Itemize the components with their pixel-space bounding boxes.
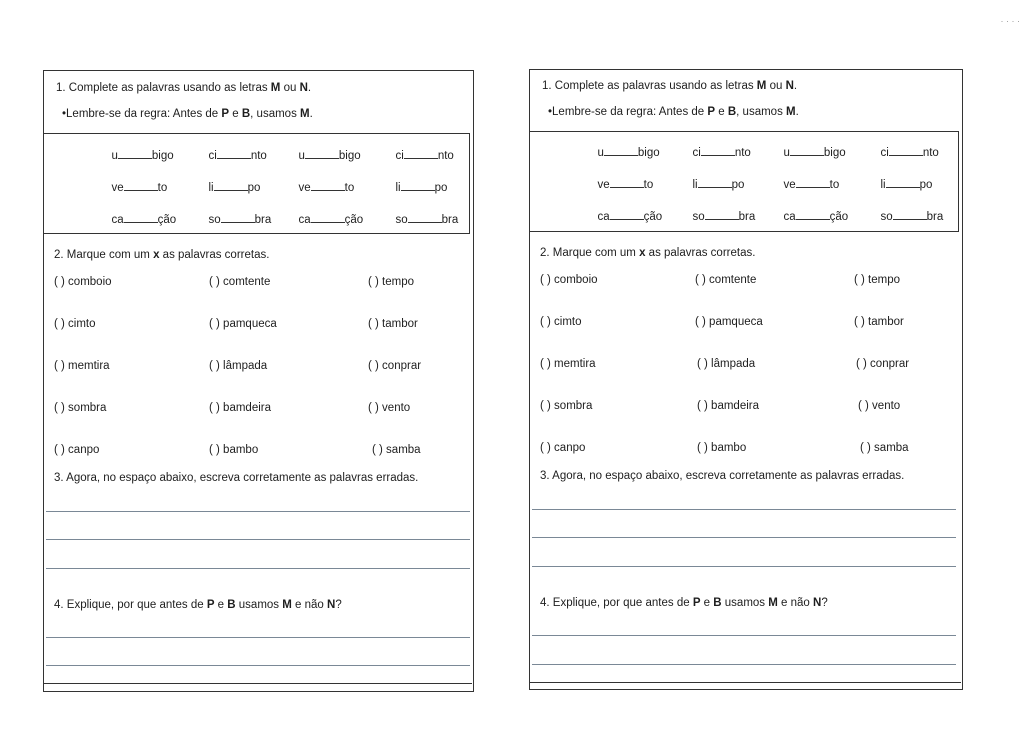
checkbox-item[interactable]: ( ) tempo <box>368 276 415 288</box>
answer-line[interactable] <box>46 665 470 666</box>
checkbox-item[interactable]: ( ) canpo <box>540 442 586 454</box>
fill-word: li po <box>208 182 261 194</box>
checkbox-item[interactable]: ( ) tempo <box>854 274 901 286</box>
fill-word: u bigo <box>111 150 174 162</box>
checkbox-item[interactable]: ( ) cimto <box>540 316 582 328</box>
checkbox-item[interactable]: ( ) memtira <box>54 360 110 372</box>
fill-word: ve to <box>597 179 654 191</box>
answer-line[interactable] <box>532 635 956 636</box>
answer-line[interactable] <box>46 539 470 540</box>
answer-line[interactable] <box>46 637 470 638</box>
checkbox-item[interactable]: ( ) conprar <box>368 360 422 372</box>
fill-word: u bigo <box>597 147 660 159</box>
fill-word: ve to <box>111 182 168 194</box>
checkbox-item[interactable]: ( ) comboio <box>540 274 598 286</box>
fill-word: so bra <box>395 214 459 226</box>
fill-word: li po <box>395 182 448 194</box>
checkbox-item[interactable]: ( ) tambor <box>854 316 904 328</box>
checkbox-item[interactable]: ( ) cimto <box>54 318 96 330</box>
checkbox-item[interactable]: ( ) lâmpada <box>209 360 268 372</box>
worksheet-left <box>43 70 474 692</box>
word-box <box>43 133 470 234</box>
fill-word: so bra <box>880 211 944 223</box>
fill-word: li po <box>692 179 745 191</box>
checkbox-item[interactable]: ( ) samba <box>372 444 421 456</box>
worksheet-right <box>529 69 963 690</box>
checkbox-item[interactable]: ( ) comtente <box>695 274 757 286</box>
bottom-rule <box>44 683 472 684</box>
checkbox-item[interactable]: ( ) pamqueca <box>695 316 763 328</box>
fill-word: li po <box>880 179 933 191</box>
checkbox-item[interactable]: ( ) comtente <box>209 276 271 288</box>
answer-line[interactable] <box>532 509 956 510</box>
fill-word: so bra <box>208 214 272 226</box>
fill-word: ci nto <box>395 150 454 162</box>
fill-word: ci nto <box>208 150 267 162</box>
fill-word: ci nto <box>880 147 939 159</box>
answer-line[interactable] <box>532 537 956 538</box>
q3-title: 3. Agora, no espaço abaixo, escreva corretamente as palavras erradas. <box>54 472 419 484</box>
answer-line[interactable] <box>46 568 470 569</box>
checkbox-item[interactable]: ( ) tambor <box>368 318 418 330</box>
checkbox-item[interactable]: ( ) bambo <box>697 442 747 454</box>
fill-word: ve to <box>783 179 840 191</box>
checkbox-item[interactable]: ( ) conprar <box>856 358 910 370</box>
fill-word: so bra <box>692 211 756 223</box>
checkbox-item[interactable]: ( ) bambo <box>209 444 259 456</box>
checkbox-item[interactable]: ( ) memtira <box>540 358 596 370</box>
checkbox-item[interactable]: ( ) bamdeira <box>697 400 759 412</box>
q1-title: 1. Complete as palavras usando as letras M ou N. <box>56 82 312 94</box>
q2-title: 2. Marque com um x as palavras corretas. <box>54 249 270 261</box>
checkbox-item[interactable]: ( ) samba <box>860 442 909 454</box>
fill-word: ca ção <box>597 211 663 223</box>
q1-rule: •Lembre-se da regra: Antes de P e B, usamos M. <box>548 106 799 118</box>
bottom-rule <box>530 682 961 683</box>
fill-word: u bigo <box>298 150 361 162</box>
fill-word: ca ção <box>783 211 849 223</box>
fill-word: u bigo <box>783 147 846 159</box>
checkbox-item[interactable]: ( ) sombra <box>54 402 107 414</box>
fill-word: ci nto <box>692 147 751 159</box>
checkbox-item[interactable]: ( ) comboio <box>54 276 112 288</box>
fill-word: ca ção <box>298 214 364 226</box>
q4-title: 4. Explique, por que antes de P e B usamos M e não N? <box>540 597 828 609</box>
q2-title: 2. Marque com um x as palavras corretas. <box>540 247 756 259</box>
checkbox-item[interactable]: ( ) bamdeira <box>209 402 271 414</box>
fill-word: ve to <box>298 182 355 194</box>
answer-line[interactable] <box>46 511 470 512</box>
checkbox-item[interactable]: ( ) pamqueca <box>209 318 277 330</box>
answer-line[interactable] <box>532 664 956 665</box>
checkbox-item[interactable]: ( ) lâmpada <box>697 358 756 370</box>
checkbox-item[interactable]: ( ) vento <box>858 400 901 412</box>
answer-line[interactable] <box>532 566 956 567</box>
q1-rule: •Lembre-se da regra: Antes de P e B, usamos M. <box>62 108 313 120</box>
word-box <box>529 131 959 232</box>
corner-mark: · · · · <box>1000 16 1020 26</box>
q4-title: 4. Explique, por que antes de P e B usamos M e não N? <box>54 599 342 611</box>
q1-title: 1. Complete as palavras usando as letras M ou N. <box>542 80 798 92</box>
fill-word: ca ção <box>111 214 177 226</box>
checkbox-item[interactable]: ( ) sombra <box>540 400 593 412</box>
checkbox-item[interactable]: ( ) canpo <box>54 444 100 456</box>
q3-title: 3. Agora, no espaço abaixo, escreva corretamente as palavras erradas. <box>540 470 905 482</box>
checkbox-item[interactable]: ( ) vento <box>368 402 411 414</box>
